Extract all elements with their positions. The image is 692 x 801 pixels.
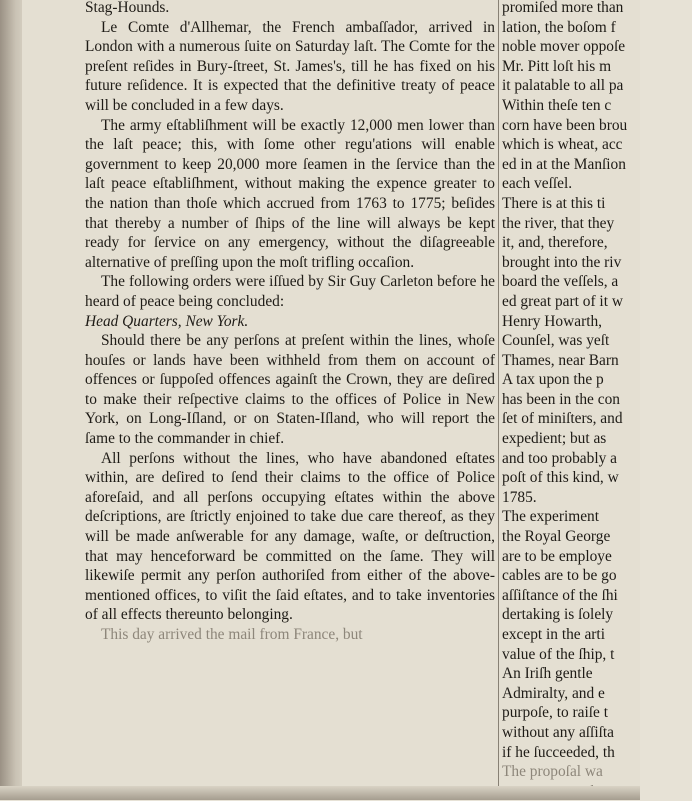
right-line: which is wheat, acc [502,136,623,154]
right-line: promiſed more than [502,0,624,16]
right-line: are to be employe [502,547,612,565]
right-line: ed in at the Manſion [502,155,626,173]
right-line: Thames, near Barn [502,351,619,369]
right-line: There is at this ti [502,194,606,212]
right-line: Within theſe ten c [502,96,612,114]
right-line: expedient; but as [502,430,607,448]
right-line: lation, the boſom f [502,18,616,36]
page-bottom-shadow [0,786,640,800]
right-line: aſſiſtance of the ſhi [502,586,618,604]
right-line: each veſſel. [502,175,573,193]
right-line: it, and, therefore, [502,234,608,252]
right-line: the Royal George [502,528,611,546]
right-line: corn have been brou [502,116,628,134]
right-line: ſet of miniſters, and [502,410,623,428]
right-line: A tax upon the p [502,371,604,389]
right-line: purpoſe, to raiſe t [502,704,608,722]
column-rule [498,0,499,790]
right-line: An Iriſh gentle [502,665,593,683]
right-line: without any aſſiſta [502,723,614,741]
right-line: dertaking is ſolely [502,606,614,624]
mail-paragraph: This day arrived the mail from France, but [101,626,363,643]
right-line: Counſel, was yeſt [502,332,610,350]
right-line: The experiment [502,508,600,526]
left-column [85,0,495,758]
right-line: and too probably a [502,449,617,467]
right-column [502,0,692,781]
right-line: The propoſal wa [502,763,603,781]
right-line: the river, that they [502,214,615,232]
right-line: except in the arti [502,626,605,643]
newspaper-page [22,0,640,788]
right-line: noble mover oppoſe [502,38,626,56]
right-line: value of the ſhip, t [502,645,615,663]
right-line: Henry Howarth, [502,312,603,330]
right-line: cables are to be go [502,567,617,585]
right-line: Mr. Pitt loſt his m [502,57,612,75]
claims-paragraph: Should there be any perſons at preſent within the lines, whoſe houſes or lands have been withheld from them on account of offences or ſuppoſed offences againſt the Crown, they are deſired to make their reſpective claims to the offices of Police in New York, on Long-Iſland, or on Staten-Iſland, who will report the ſame to the commander in chief. [85,332,495,448]
right-line: has been in the con [502,390,620,408]
head-quarters-line: Head Quarters, New York. [85,312,249,330]
right-line: it palatable to all pa [502,77,624,95]
right-line: 1785. [502,488,537,506]
right-line: board the veſſels, a [502,273,619,291]
right-line: brought into the riv [502,253,622,271]
right-line: poſt of this kind, w [502,469,619,487]
orders-intro-paragraph: The following orders were iſſued by Sir Guy Carleton before he heard of peace being concluded: [85,273,495,310]
ambassador-paragraph: Le Comte d'Allhemar, the French ambaſſador, arrived in London with a numerous ſuite on Saturday laſt. The Comte for the preſent reſides in Bury-ſtreet, St. James's, till he has fixed on his future reſidence. It is expected that the definitive treaty of peace will be concluded in a few days. [85,18,495,114]
article-tail: Stag-Hounds. [85,0,170,16]
estates-paragraph: All perſons without the lines, who have abandoned eſtates within, are deſired to ſend their claims to the office of Police aforeſaid, and all perſons occupying eſtates within the above deſcriptions, are ſtrictly enjoined to take due care thereof, as they will be made anſwerable for any damage, waſte, or deſtruction, that may henceforward be committed on the ſame. They will likewiſe permit any perſon authoriſed from either of the above-mentioned offices, to viſit the ſaid eſtates, and to take inventories of all effects thereunto belonging. [85,449,495,624]
right-line: ed great part of it w [502,292,623,310]
right-line: if he ſucceeded, th [502,743,615,761]
army-paragraph: The army eſtabliſhment will be exactly 12,000 men lower than the laſt peace; this, with ſome other regu'ations will enable government to keep 20,000 more ſeamen in the ſervice than the laſt peace eſtabliſhment, without making the expence greater to the nation than thoſe which accrued from 1763 to 1775; beſides that thereby a number of ſhips of the line will always be kept ready for ſervice on any emergency, without the diſagreeable alternative of preſſing upon the moſt trifling occaſion. [85,116,495,271]
right-line: Admiralty, and e [502,684,605,702]
